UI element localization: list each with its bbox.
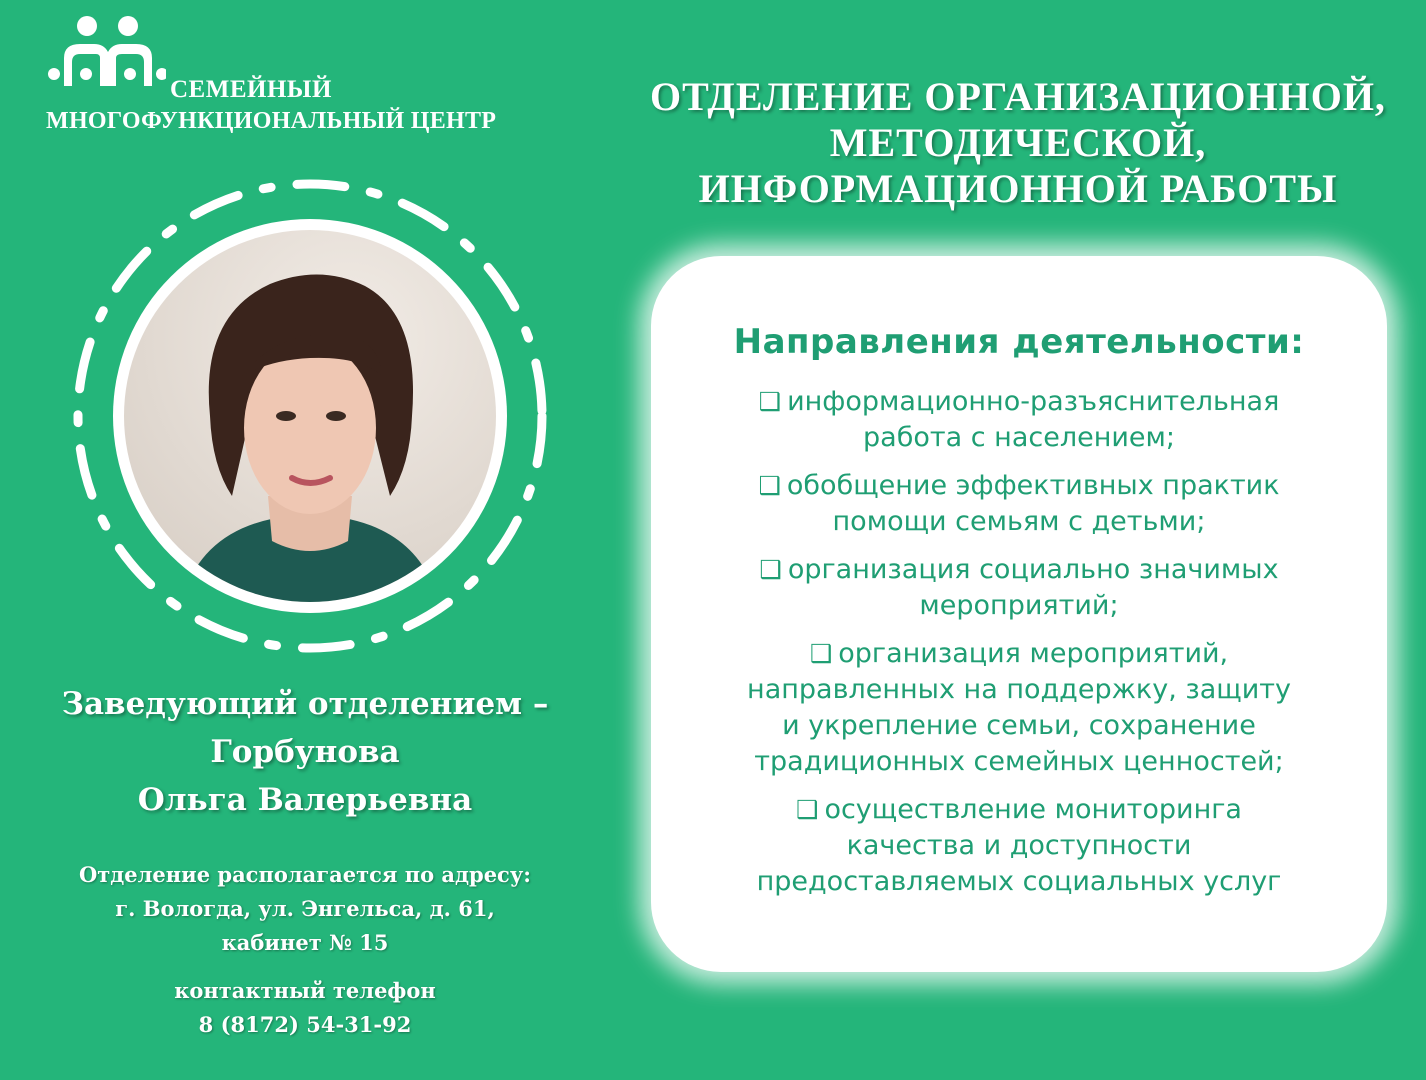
list-item	[651, 792, 1387, 900]
item-line: направленных на поддержку, защиту	[747, 674, 1291, 705]
item-line: качества и доступности	[846, 830, 1192, 861]
page-title	[610, 74, 1426, 212]
logo-title-line1: СЕМЕЙНЫЙ	[170, 76, 332, 103]
portrait-frame	[60, 166, 560, 666]
title-line3: ИНФОРМАЦИОННОЙ РАБОТЫ	[698, 166, 1338, 211]
head-name: Ольга Валерьевна	[137, 782, 473, 818]
item-line: осуществление мониторинга	[824, 794, 1242, 825]
list-item	[651, 384, 1387, 456]
title-line2: МЕТОДИЧЕСКОЙ,	[829, 120, 1207, 165]
list-item	[651, 468, 1387, 540]
item-line: мероприятий;	[919, 590, 1119, 621]
head-surname: Горбунова	[210, 734, 400, 770]
title-line1: ОТДЕЛЕНИЕ ОРГАНИЗАЦИОННОЙ,	[650, 74, 1386, 119]
checkbox-bullet-icon: ❑	[796, 795, 819, 824]
phone-block	[20, 974, 590, 1042]
item-line: традиционных семейных ценностей;	[754, 746, 1284, 777]
item-line: обобщение эффективных практик	[786, 470, 1280, 501]
head-position: Заведующий отделением –	[61, 686, 549, 722]
address-block	[20, 858, 590, 960]
logo-title-line2: МНОГОФУНКЦИОНАЛЬНЫЙ ЦЕНТР	[46, 108, 497, 134]
checkbox-bullet-icon: ❑	[809, 639, 833, 668]
head-of-department	[20, 680, 590, 824]
checkbox-bullet-icon: ❑	[759, 555, 782, 584]
family-figures-icon	[46, 14, 166, 94]
item-line: организация социально значимых	[787, 554, 1279, 585]
activities-heading: Направления деятельности:	[733, 322, 1305, 362]
logo	[46, 14, 606, 134]
checkbox-bullet-icon: ❑	[758, 471, 781, 500]
item-line: и укрепление семьи, сохранение	[782, 710, 1256, 741]
list-item	[651, 636, 1387, 780]
activities-list	[651, 384, 1387, 912]
phone-label: контактный телефон	[174, 978, 436, 1003]
address-street: г. Вологда, ул. Энгельса, д. 61,	[115, 896, 495, 921]
address-label: Отделение располагается по адресу:	[78, 862, 532, 887]
checkbox-bullet-icon: ❑	[758, 387, 782, 416]
item-line: помощи семьям с детьми;	[832, 506, 1206, 537]
item-line: работа с населением;	[863, 422, 1175, 453]
phone-number: 8 (8172) 54-31-92	[198, 1012, 412, 1037]
list-item	[651, 552, 1387, 624]
address-room: кабинет № 15	[221, 930, 389, 955]
item-line: предоставляемых социальных услуг	[756, 866, 1282, 897]
item-line: информационно-разъяснительная	[787, 386, 1280, 417]
item-line: организация мероприятий,	[838, 638, 1229, 669]
